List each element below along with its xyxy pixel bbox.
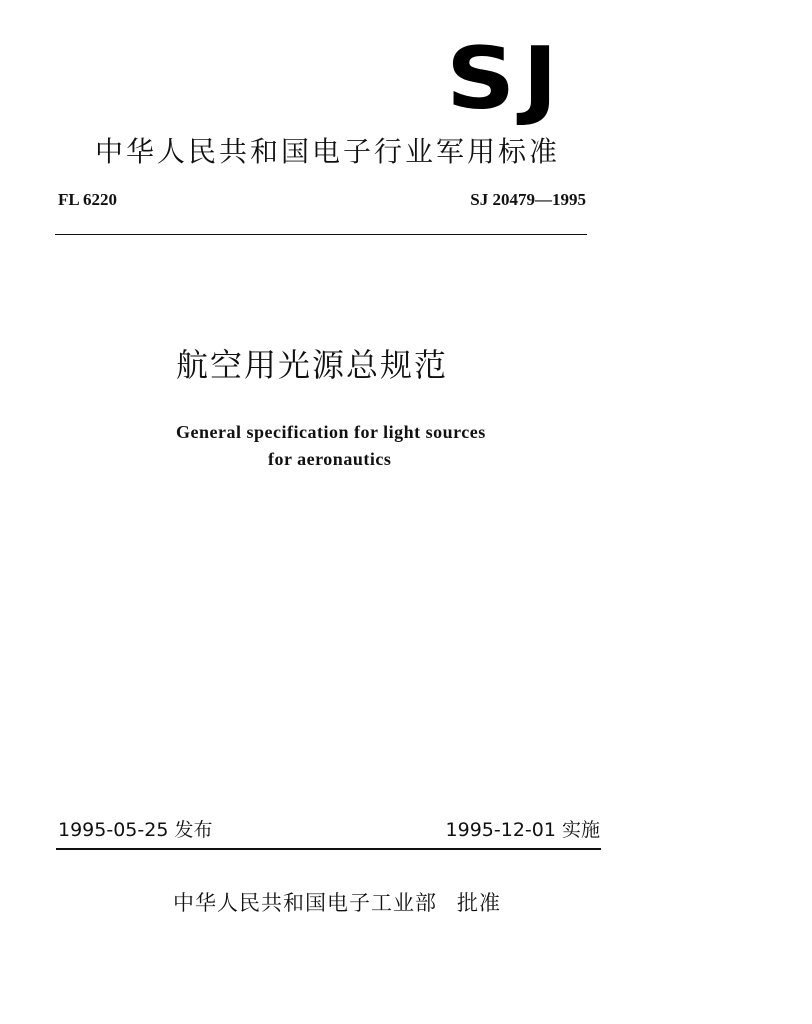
sj-logo: SJ: [446, 29, 565, 129]
classification-code: FL 6220: [58, 190, 118, 209]
approval-action: 批准: [457, 891, 501, 915]
document-title-english-line1: General specification for light sources: [176, 422, 486, 442]
approval-line: [173, 887, 501, 917]
approving-authority: 中华人民共和国电子工业部: [173, 891, 437, 915]
issuing-department: 中华人民共和国电子行业军用标准: [95, 135, 561, 168]
issue-date: 1995-05-25 发布: [58, 819, 213, 841]
standard-code: SJ 20479—1995: [470, 190, 586, 209]
footer-divider: [56, 848, 601, 850]
document-title-english-line2: for aeronautics: [268, 449, 392, 469]
effective-date: 1995-12-01 实施: [445, 819, 600, 841]
header-divider: [55, 234, 587, 235]
document-title-chinese: 航空用光源总规范: [176, 346, 449, 384]
